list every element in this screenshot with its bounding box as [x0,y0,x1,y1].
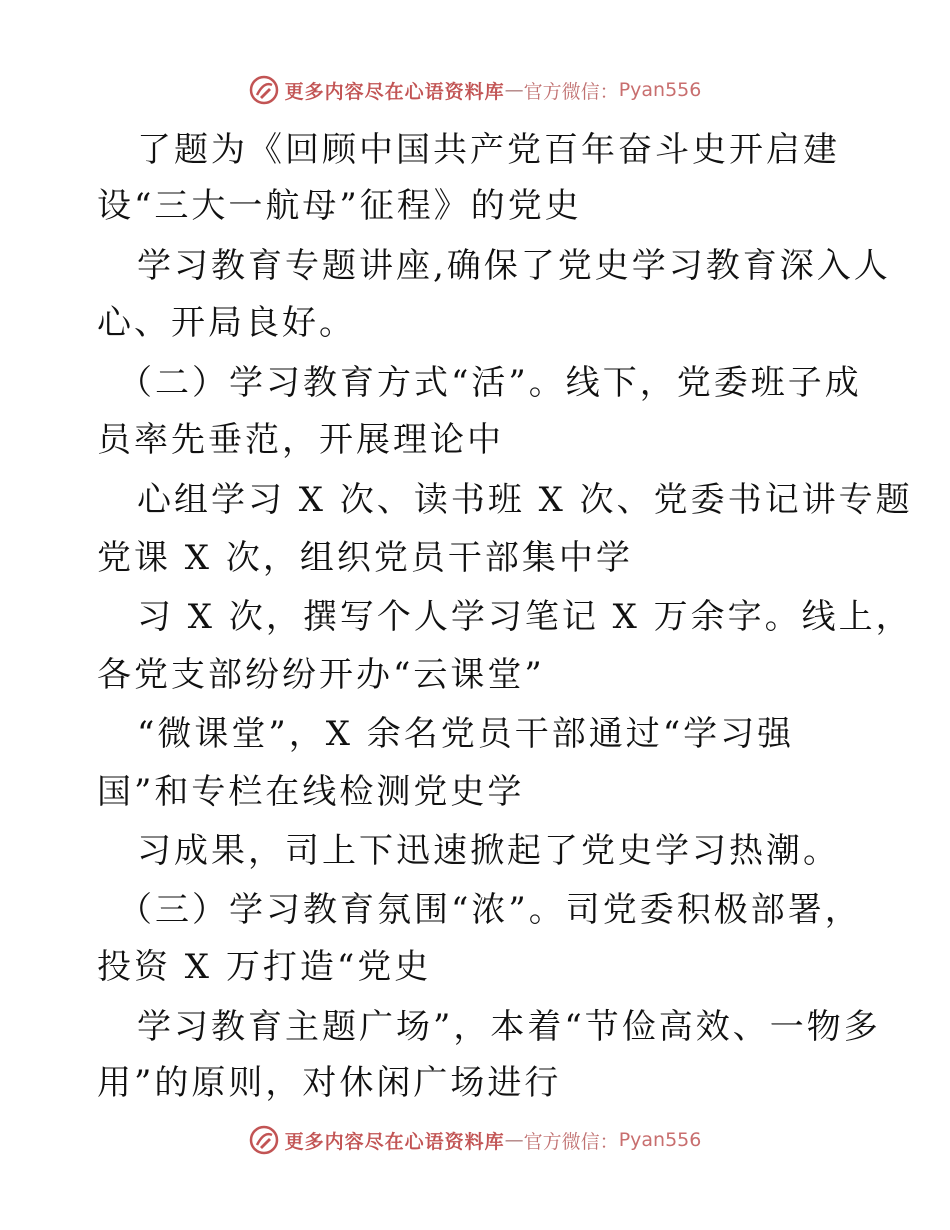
logo-icon [249,1125,279,1155]
text-line: 习 X 次，撰写个人学习笔记 X 万余字。线上， [137,597,913,637]
watermark-footer [0,1120,950,1160]
text-line: 学习教育专题讲座,确保了党史学习教育深入人 [137,246,891,286]
watermark-label: 官方微信： [523,1130,619,1153]
text-line: 了题为《回顾中国共产党百年奋斗史开启建 [137,130,840,170]
text-line: 心组学习 X 次、读书班 X 次、党委书记讲专题 [137,480,913,520]
text-line: 党课 X 次，组织党员干部集中学 [97,538,633,578]
text-line: 投资 X 万打造“党史 [97,947,432,987]
text-line: “微课堂”，X 余名党员干部通过“学习强 [137,714,795,754]
watermark-id: Pyan556 [618,79,702,101]
text-line: 国”和专栏在线检测党史学 [97,772,525,812]
watermark-dash: — [504,1129,524,1151]
watermark-label: 官方微信： [523,80,619,103]
text-line: 员率先垂范，开展理论中 [97,420,504,460]
watermark-dash: — [504,79,524,101]
watermark-brand: 更多内容尽在心语资料库 [284,80,505,103]
text-line: 学习教育主题广场”，本着“节俭高效、一物多 [137,1007,881,1047]
text-line: 设“三大一航母”征程》的党史 [97,186,582,226]
watermark-id: Pyan556 [618,1129,702,1151]
watermark-brand: 更多内容尽在心语资料库 [284,1130,505,1153]
text-line: 用”的原则，对休闲广场进行 [97,1063,562,1103]
text-line: 各党支部纷纷开办“云课堂” [97,655,545,695]
text-line: 心、开局良好。 [97,303,356,343]
text-line: （二）学习教育方式“活”。线下，党委班子成 [118,363,862,403]
text-line: 习成果，司上下迅速掀起了党史学习热潮。 [137,831,840,871]
text-line: （三）学习教育氛围“浓”。司党委积极部署， [118,890,862,930]
